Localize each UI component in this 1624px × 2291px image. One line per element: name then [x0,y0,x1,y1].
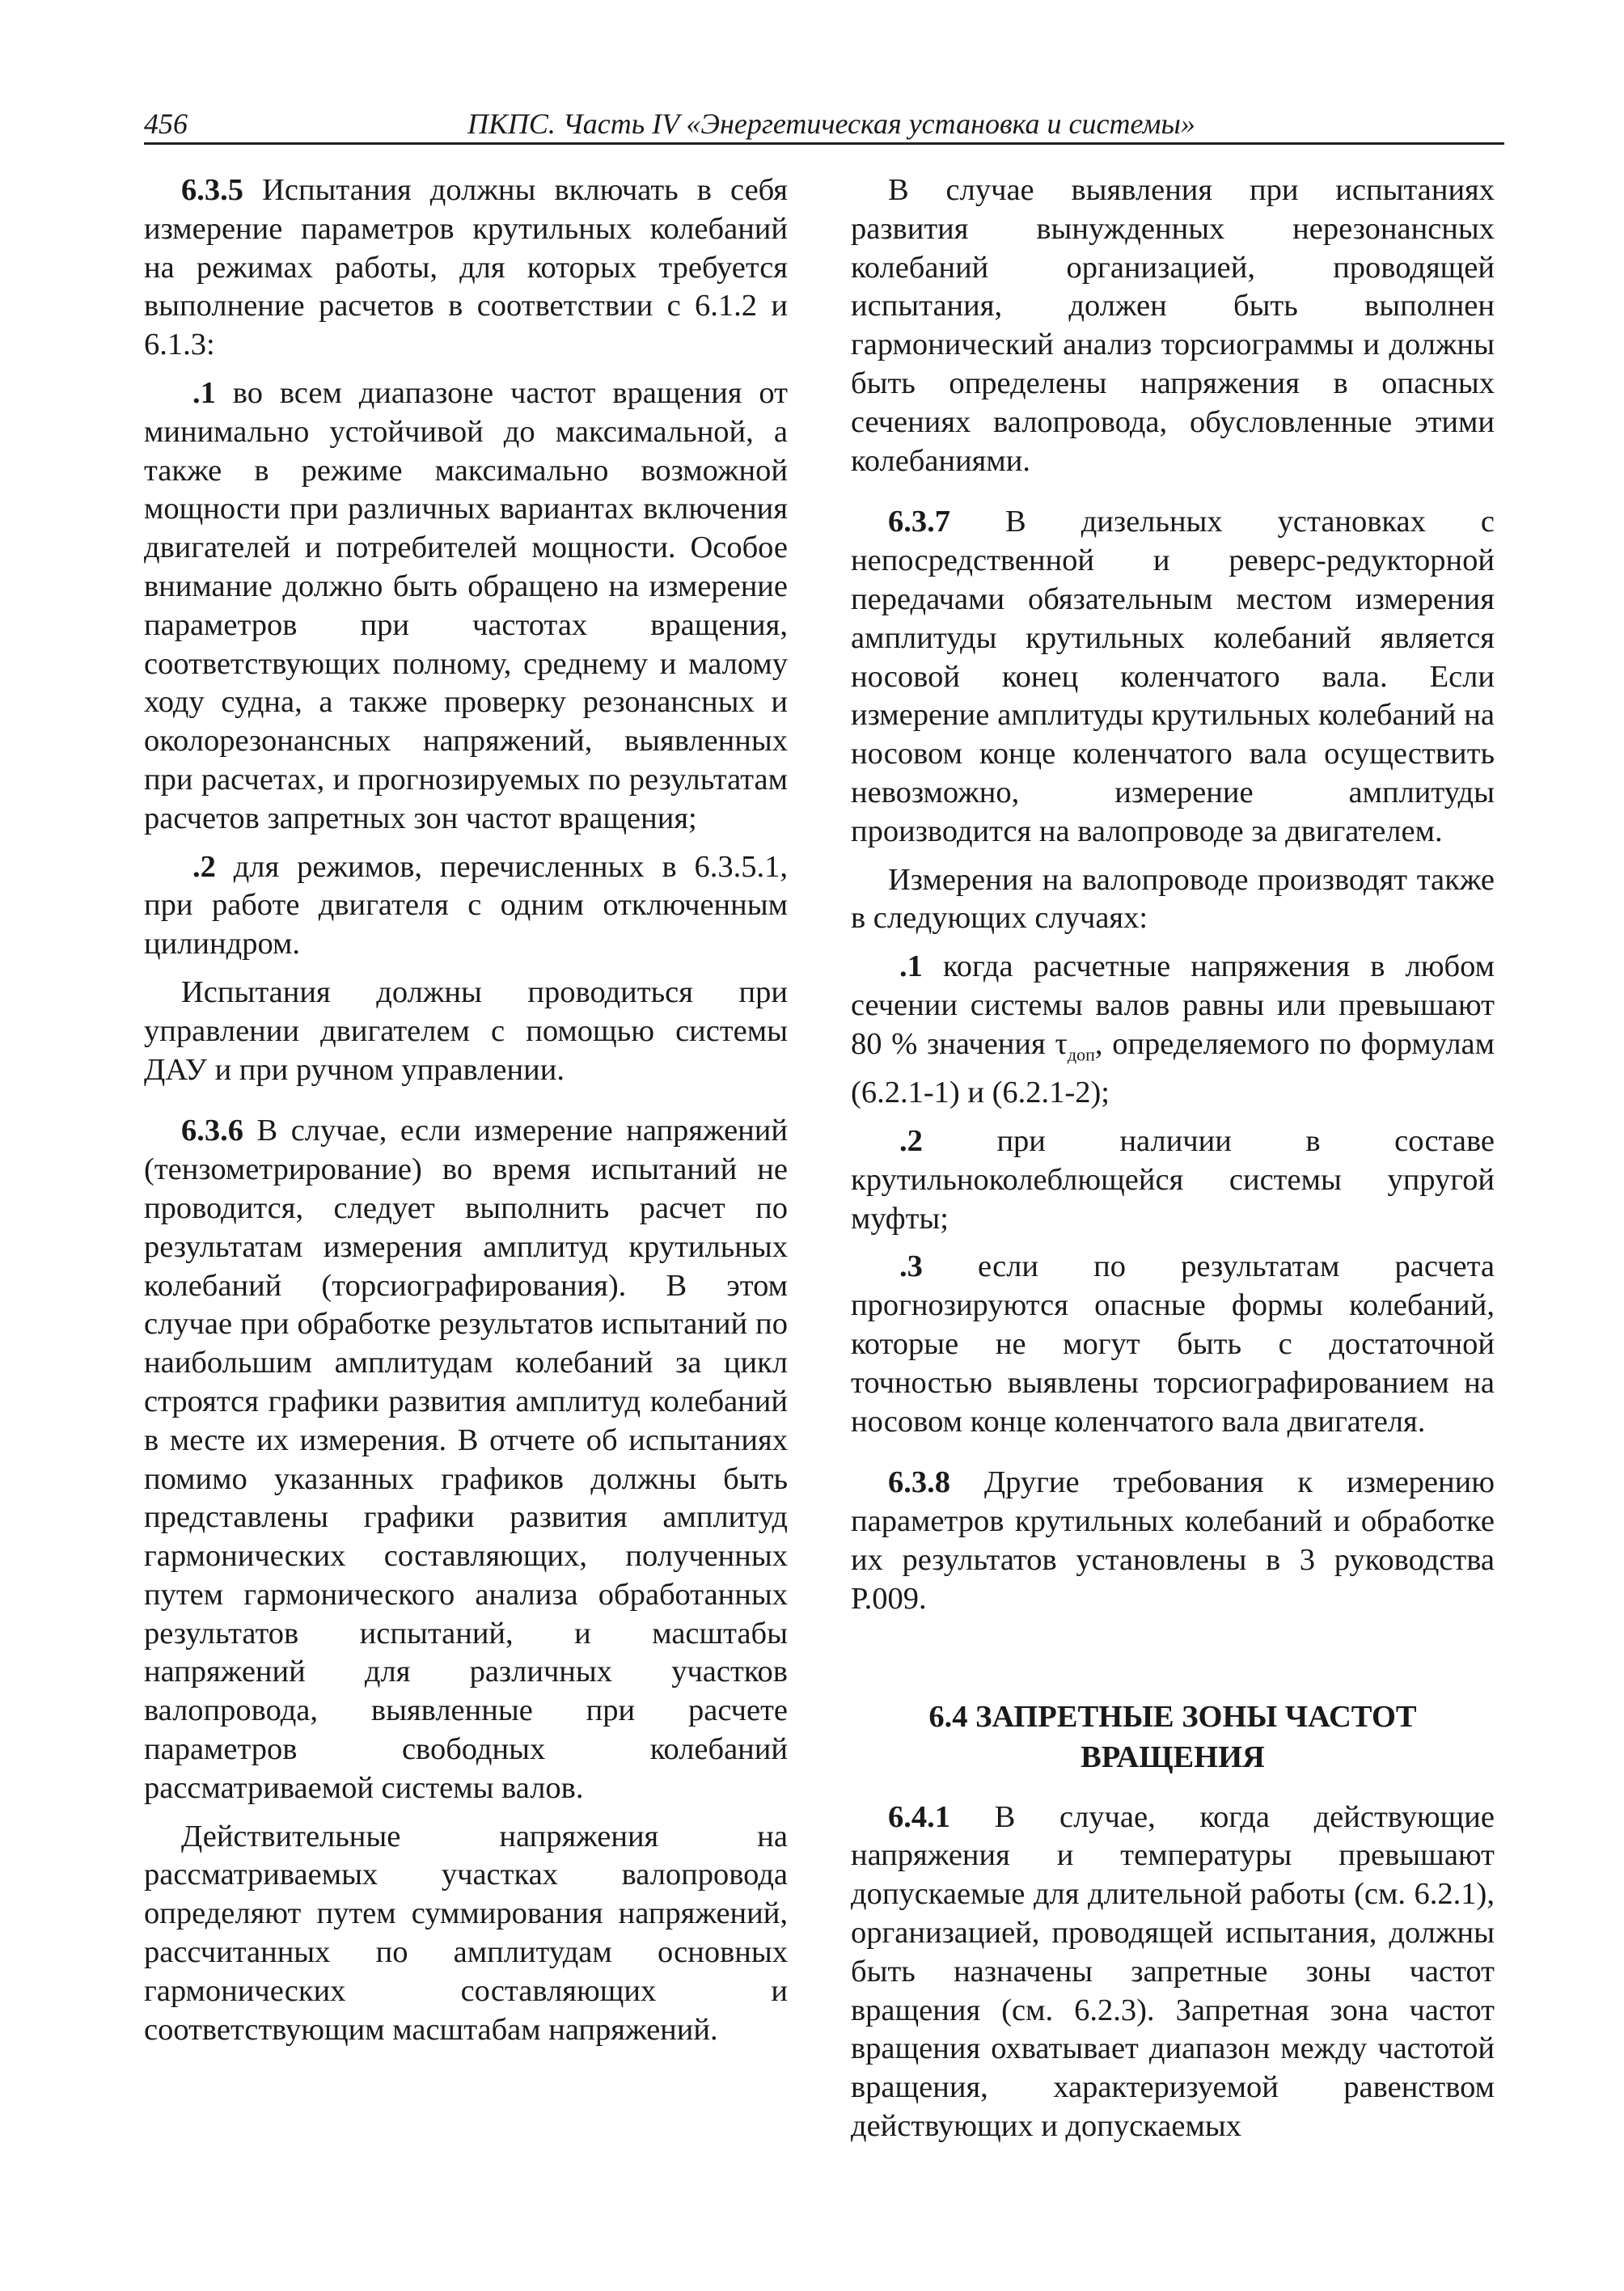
paragraph-number: 6.3.8 [888,1465,950,1500]
paragraph-6-3-7 [851,503,1495,851]
list-item-2 [851,1122,1495,1238]
section-title-6-4: 6.4 ЗАПРЕТНЫЕ ЗОНЫ ЧАСТОТ ВРАЩЕНИЯ [928,1699,1417,1774]
list-item-2 [144,848,788,964]
paragraph-6-4-1 [851,1799,1495,2146]
list-item-3 [851,1248,1495,1441]
paragraph-also-measured: Измерения на валопроводе производят также в следующих случаях: [851,862,1495,936]
paragraph-6-3-6 [144,1112,788,1807]
item-number: .1 [192,375,216,410]
paragraph-text: В случае, когда действующие напряжения и температуры превышают допускаемые для длительной работы (см. 6.2.1), организацией, проводящей испытания, должны быть назначены запретные зоны частот вращения (см. 6.2.3). Запретная зона частот вращения охватывает диапазон между частотой вращения, характеризуемой равенством действующих и допускаемых [851,1799,1495,2143]
tau-letter: τ [1055,1026,1068,1061]
paragraph-dau: Испытания должны проводиться при управлении двигателем с помощью системы ДАУ и при ручном управлении. [144,974,788,1087]
item-text: когда расчетные напряжения в любом сечении системы валов равны или превышают 80 % значения [851,949,1495,1061]
tau-subscript: доп [1067,1044,1095,1065]
item-text-after: , определяемого по формулам (6.2.1-1) и (6.2.1-2); [851,1026,1495,1110]
item-text: во всем диапазоне частот вращения от минимально устойчивой до максимальной, а также в режиме максимально возможной мощности при различных вариантах включения двигателей и потребителей мощности. Особое внимание должно быть обращено на измерение параметров при частотах вращения, соответствующих полному, среднему и малому ходу судна, а также проверку резонансных и околорезонансных напряжений, выявленных при расчетах, и прогнозируемых по результатам расчетов запретных зон частот вращения; [144,375,788,835]
paragraph-text: Другие требования к измерению параметров крутильных колебаний и обработке их результатов установлены в 3 руководства Р.009. [851,1465,1495,1616]
left-column [144,171,788,2059]
page-header [144,104,1504,145]
list-item-1 [144,374,788,839]
item-number: .3 [899,1249,923,1284]
paragraph-text: Испытания должны включать в себя измерение параметров крутильных колебаний на режимах работы, для которых требуется выполнение расчетов в соответствии с 6.1.2 и 6.1.3: [144,173,788,362]
paragraph-6-3-8 [851,1464,1495,1618]
paragraph-actual-stresses: Действительные напряжения на рассматриваемых участках валопровода определяют путем суммирования напряжений, рассчитанных по амплитудам основных гармонических составляющих и соответствующим масштабам напряжений. [144,1819,788,2047]
running-title: ПКПС. Часть IV «Энергетическая установка и системы» [467,108,1195,140]
list-item-1 [851,948,1495,1113]
item-text: если по результатам расчета прогнозируются опасные формы колебаний, которые не могут быть с достаточной точностью выявлены торсиографированием на носовом конце коленчатого вала двигателя. [851,1249,1495,1439]
paragraph-nonresonant: В случае выявления при испытаниях развития вынужденных нерезонансных колебаний организацией, проводящей испытания, должен быть выполнен гармонический анализ торсиограммы и должны быть определены напряжения в опасных сечениях валопровода, обусловленные этими колебаниями. [851,173,1495,478]
paragraph-number: 6.3.6 [181,1114,243,1148]
paragraph-text: В дизельных установках с непосредственной и реверс-редукторной передачами обязательным местом измерения амплитуды крутильных колебаний является носовой конец коленчатого вала. Если измерение амплитуды крутильных колебаний на носовом конце коленчатого вала осуществить невозможно, измерение амплитуды производится на валопроводе за двигателем. [851,505,1495,848]
right-column [851,171,1495,2156]
paragraph-number: 6.4.1 [888,1799,950,1834]
paragraph-number: 6.3.5 [181,173,243,207]
paragraph-text: В случае, если измерение напряжений (тензометрирование) во время испытаний не проводится, следует выполнить расчет по результатам измерения амплитуд крутильных колебаний (торсиографирования). В этом случае при обработке результатов испытаний по наибольшим амплитудам колебаний за цикл строятся графики развития амплитуд колебаний в месте их измерения. В отчете об испытаниях помимо указанных графиков должны быть представлены графики развития амплитуд гармонических составляющих, полученных путем гармонического анализа обработанных результатов испытаний, и масштабы напряжений для различных участков валопровода, выявленные при расчете параметров свободных колебаний рассматриваемой системы валов. [144,1114,788,1805]
paragraph-number: 6.3.7 [888,505,950,539]
item-text: для режимов, перечисленных в 6.3.5.1, при работе двигателя с одним отключенным цилиндром. [144,849,788,962]
item-number: .2 [192,849,216,884]
page-number: 456 [144,108,188,140]
paragraph-6-3-5 [144,171,788,365]
tau-symbol [1055,1026,1095,1065]
item-number: .2 [899,1124,923,1159]
item-text: при наличии в составе крутильноколеблющейся системы упругой муфты; [851,1124,1495,1236]
item-number: .1 [899,949,923,984]
